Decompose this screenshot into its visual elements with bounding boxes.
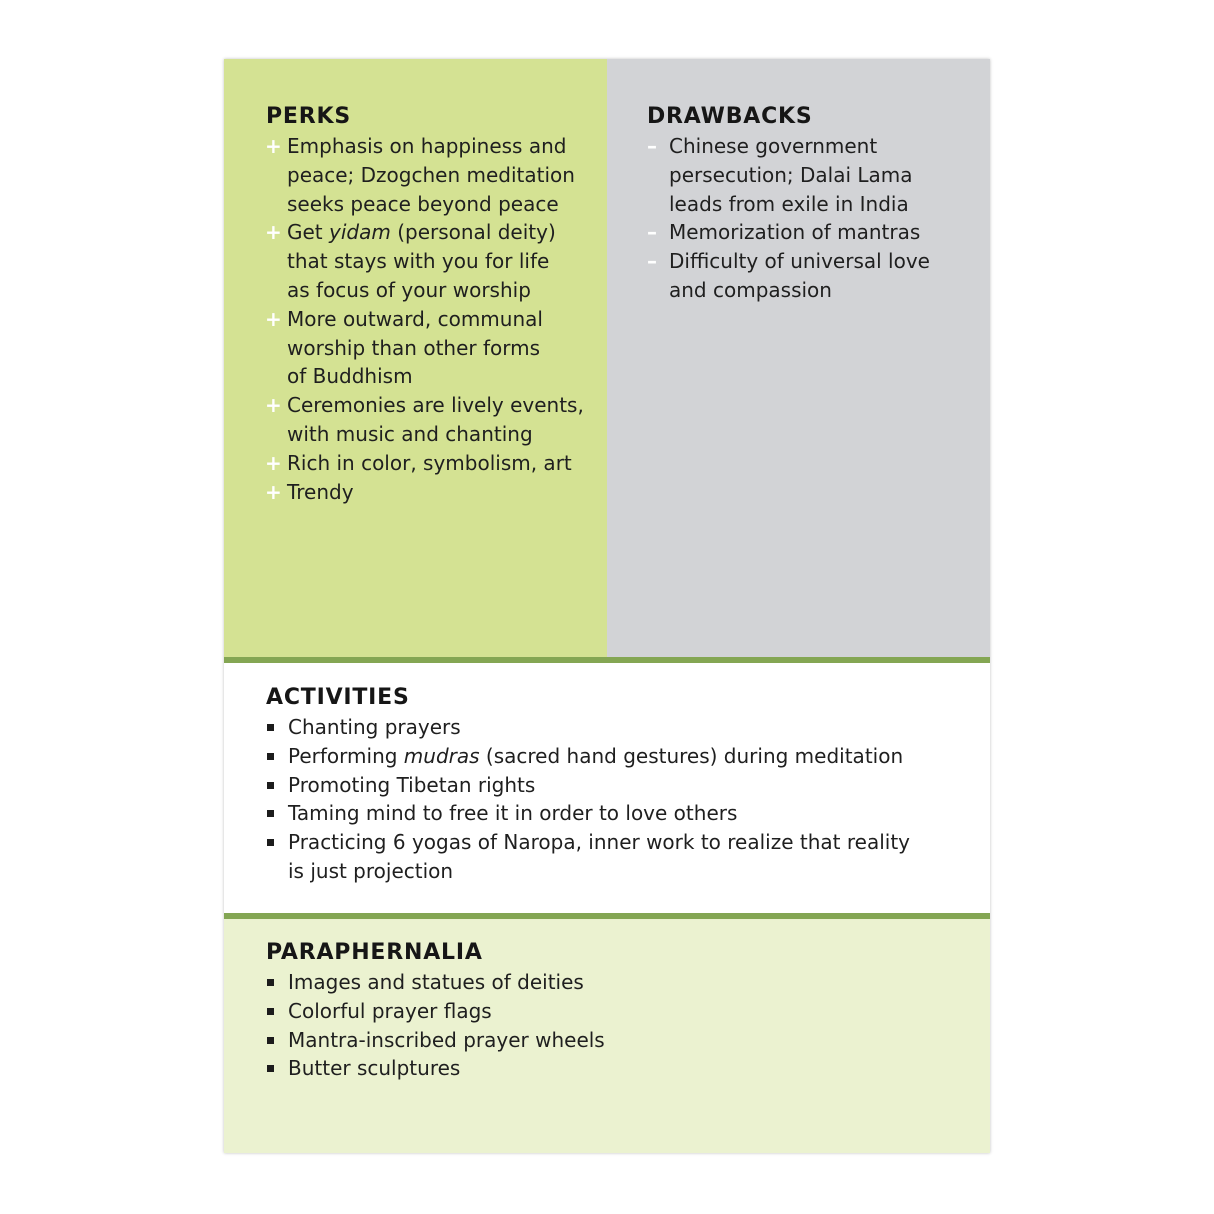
plus-icon: +	[265, 393, 282, 418]
drawback-item: – Memorization of mantras	[647, 218, 930, 247]
plus-icon: +	[265, 134, 282, 158]
drawbacks-list	[647, 132, 930, 305]
activities-section	[224, 663, 990, 913]
perk-item: + More outward, communal worship than other forms of Buddhism	[265, 306, 543, 389]
activity-item: Promoting Tibetan rights	[266, 771, 910, 800]
paraphernalia-item: Butter sculptures	[266, 1054, 605, 1083]
perk-item: + Get yidam (personal deity) that stays with you for life as focus of your worship	[265, 220, 556, 302]
drawback-item: – Difficulty of universal love and compassion	[647, 249, 930, 302]
paraphernalia-heading: PARAPHERNALIA	[266, 940, 483, 965]
paraphernalia-section	[224, 919, 990, 1153]
paraphernalia-item: Colorful prayer flags	[266, 997, 605, 1026]
activities-heading: ACTIVITIES	[266, 685, 410, 710]
minus-icon: –	[647, 249, 657, 274]
drawbacks-heading: DRAWBACKS	[647, 104, 813, 129]
activity-item: Practicing 6 yogas of Naropa, inner work to realize that reality is just projection	[266, 828, 910, 886]
perk-item: + Trendy	[265, 478, 584, 507]
perk-item: + Emphasis on happiness and peace; Dzogchen meditation seeks peace beyond peace	[265, 134, 575, 216]
minus-icon: –	[647, 134, 657, 158]
bullet-square-icon	[267, 753, 274, 760]
perk-item: + Ceremonies are lively events, with music and chanting	[265, 393, 584, 446]
perks-heading: PERKS	[266, 104, 351, 129]
plus-icon: +	[265, 306, 282, 331]
activity-item: Chanting prayers	[266, 713, 910, 742]
drawback-item: – Chinese government persecution; Dalai Lama leads from exile in India	[647, 134, 913, 216]
activity-item: Taming mind to free it in order to love others	[266, 799, 910, 828]
perks-drawbacks-panel	[224, 59, 990, 657]
activities-list	[266, 713, 910, 886]
plus-icon: +	[265, 220, 282, 245]
plus-icon: +	[265, 450, 282, 475]
perks-column	[224, 59, 607, 657]
drawbacks-column	[607, 59, 990, 657]
paraphernalia-list	[266, 968, 605, 1083]
bullet-square-icon	[267, 724, 274, 731]
bullet-square-icon	[267, 1008, 274, 1015]
bullet-square-icon	[267, 979, 274, 986]
comparison-card	[224, 59, 990, 1153]
bullet-square-icon	[267, 810, 274, 817]
paraphernalia-item: Mantra-inscribed prayer wheels	[266, 1026, 605, 1055]
perks-list	[265, 132, 584, 506]
activity-item: Performing mudras (sacred hand gestures) during meditation	[266, 742, 910, 771]
bullet-square-icon	[267, 839, 274, 846]
plus-icon: +	[265, 479, 282, 504]
minus-icon: –	[647, 220, 657, 245]
perk-item: + Rich in color, symbolism, art	[265, 449, 584, 478]
bullet-square-icon	[267, 782, 274, 789]
bullet-square-icon	[267, 1065, 274, 1072]
paraphernalia-item: Images and statues of deities	[266, 968, 605, 997]
bullet-square-icon	[267, 1037, 274, 1044]
